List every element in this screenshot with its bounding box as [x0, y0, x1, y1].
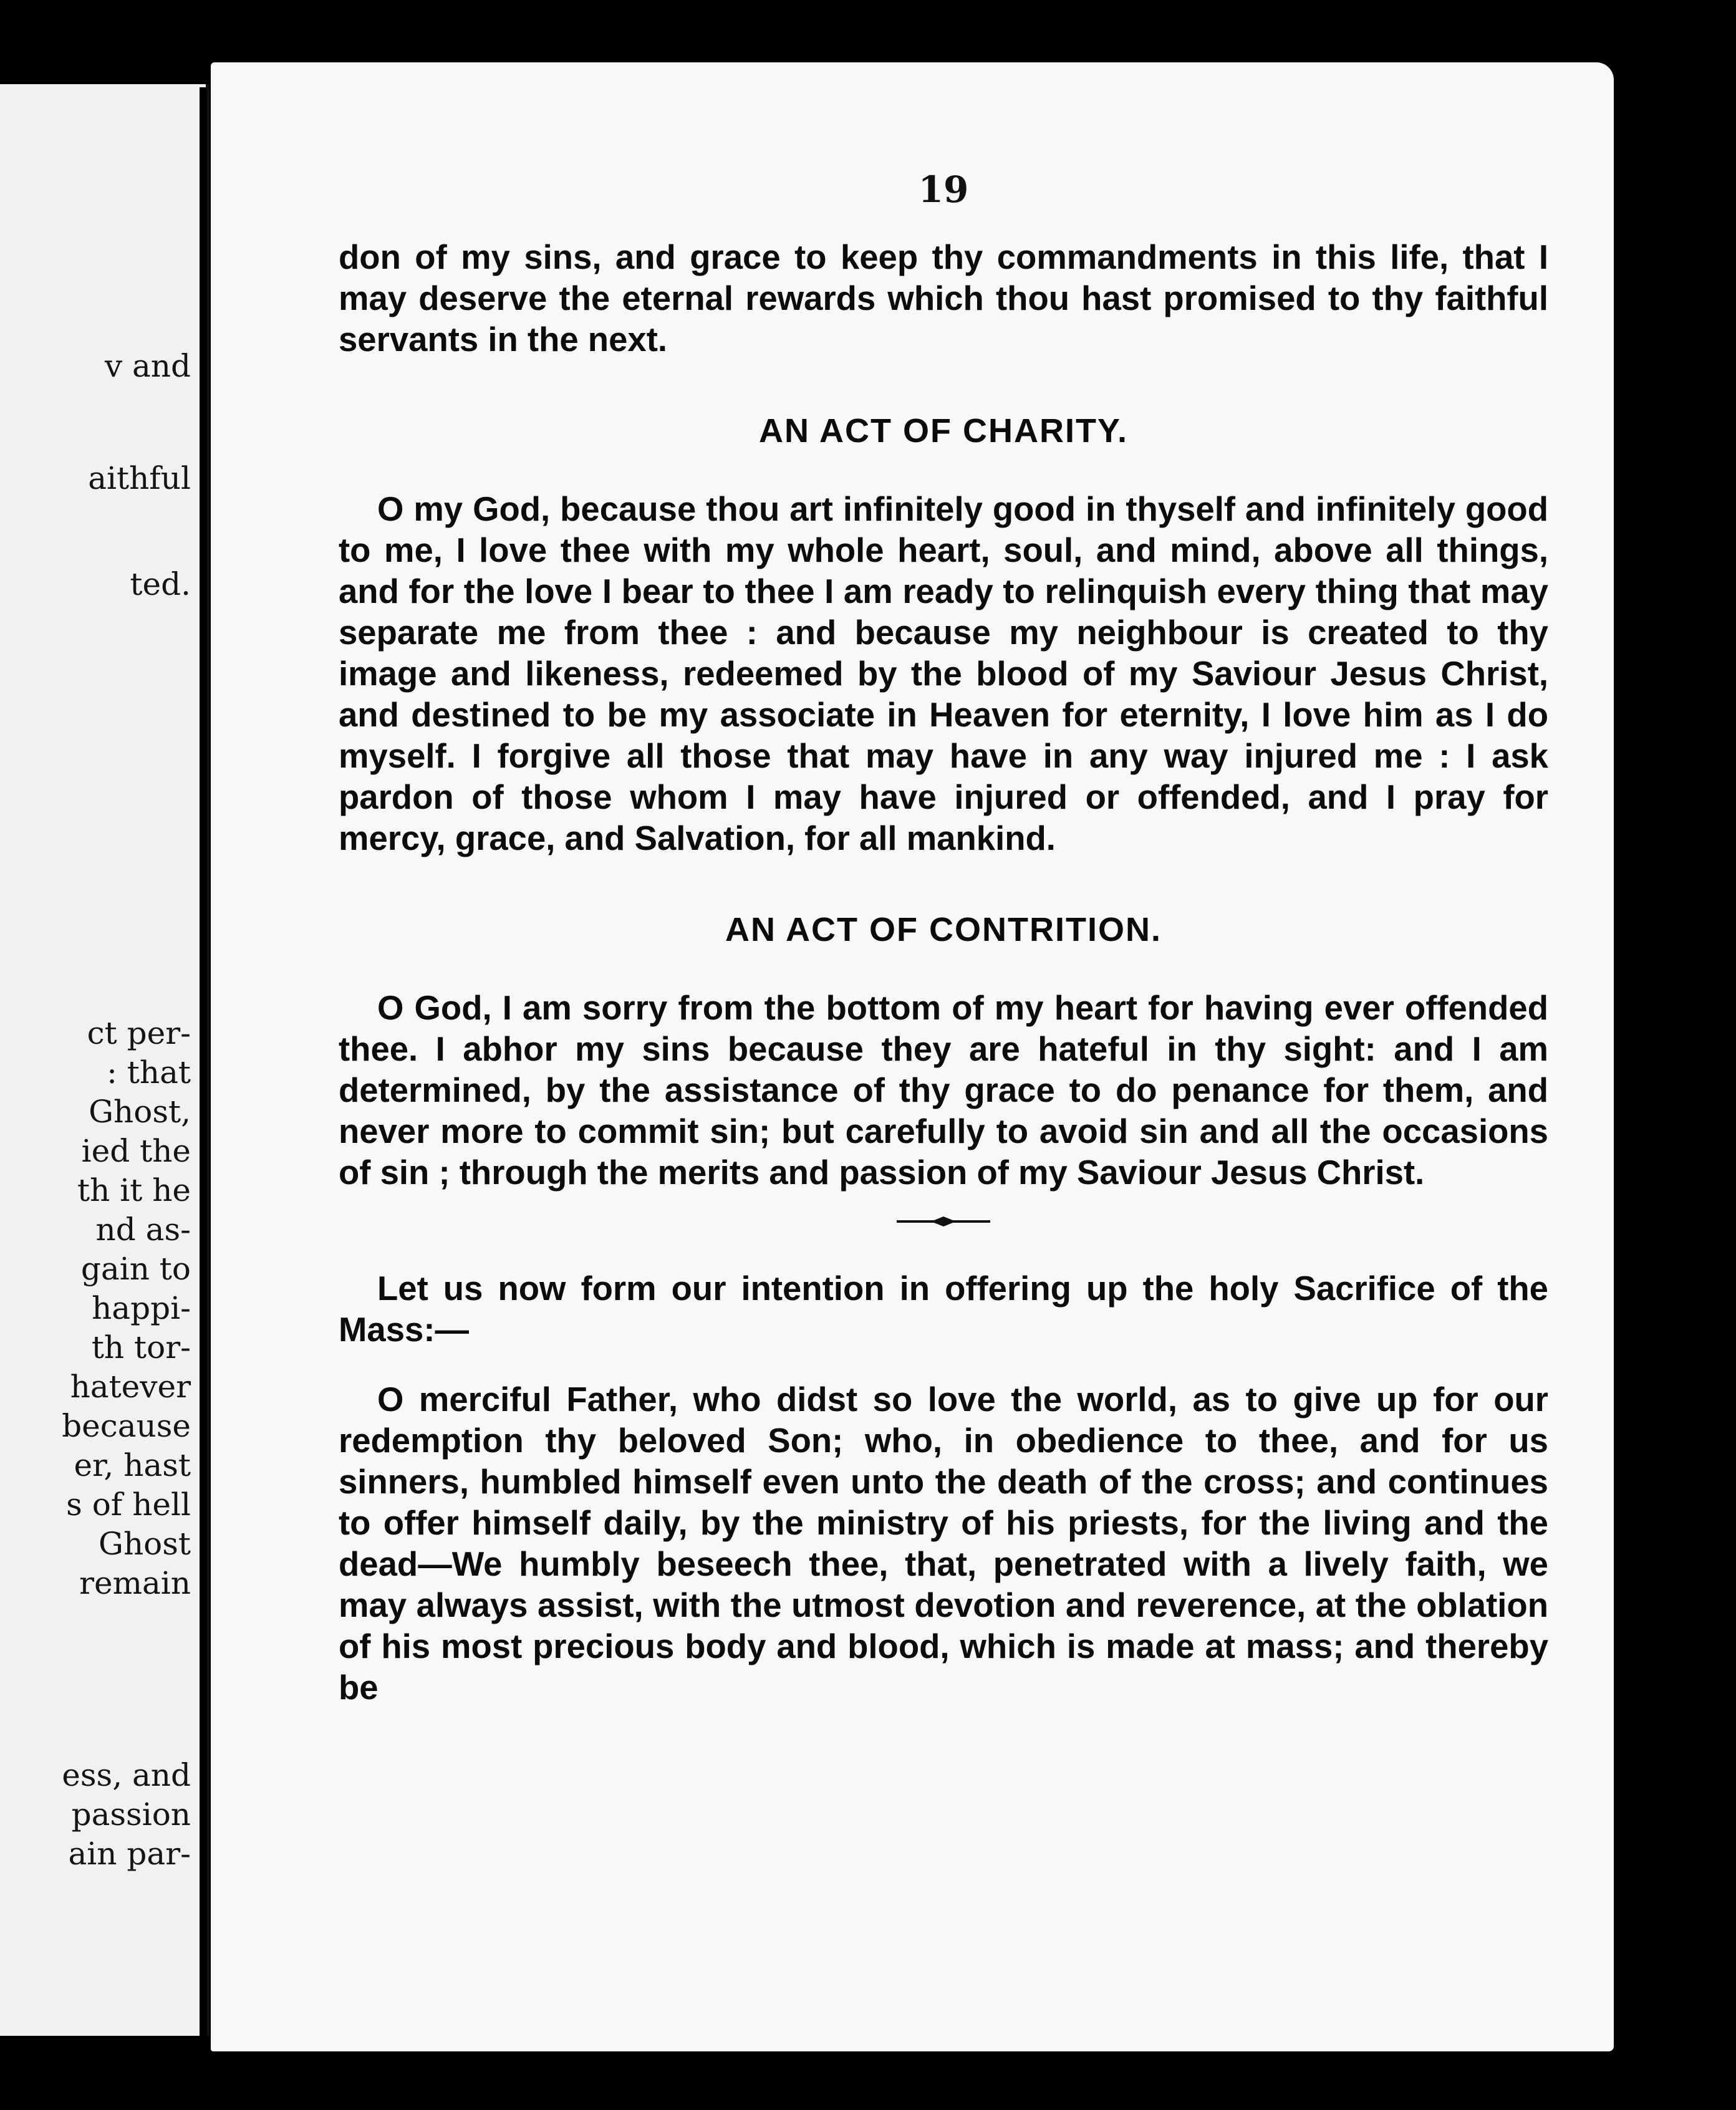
left-text-fragment: th tor-	[91, 1329, 191, 1366]
left-text-fragment: s of hell	[66, 1486, 191, 1523]
page-content	[339, 168, 1548, 1708]
charity-paragraph: O my God, because thou art infinitely good in thyself and infinitely good to me, I love thee with my whole heart, soul, and mind, above all things, and for the love I bear to thee I am ready to relinquish every thing that may separate me from thee : and because my neighbour is created to thy image and likeness, redeemed by the blood of my Saviour Jesus Christ, and destined to be my associate in Heaven for eternity, I love him as I do myself. I forgive all those that may have in any way injured me : I ask pardon of those whom I may have injured or offended, and I pray for mercy, grace, and Salvation, for all mankind.	[339, 490, 1548, 857]
left-text-fragment: Ghost	[99, 1526, 191, 1562]
left-text-fragment: hatever	[70, 1369, 191, 1405]
left-text-fragment: because	[62, 1408, 191, 1444]
left-text-fragment: gain to	[80, 1251, 191, 1287]
left-text-fragment: ain par-	[68, 1836, 191, 1872]
left-text-fragment: aithful	[88, 460, 191, 496]
prayer-paragraph: O merciful Father, who didst so love the world, as to give up for our redemption thy beloved Son; who, in obedience to thee, and for us sinners, humbled himself even unto the death of the cross; and continues to offer himself daily, by the ministry of his priests, for the living and the dead—We humbly beseech thee, that, penetrated with a lively faith, we may always assist, with the utmost devotion and reverence, at the oblation of his most precious body and blood, which is made at mass; and thereby be	[339, 1380, 1548, 1707]
contrition-paragraph: O God, I am sorry from the bottom of my heart for having ever offended thee. I abhor my sins because they are hateful in thy sight: and I am determined, by the assistance of thy grace to do penance for them, and never more to commit sin; but carefully to avoid sin and all the occasions of sin ; through the merits and passion of my Saviour Jesus Christ.	[339, 989, 1548, 1192]
page-number: 19	[918, 168, 969, 211]
left-text-fragment: : that	[107, 1054, 191, 1091]
left-text-fragment: Ghost,	[89, 1094, 191, 1130]
left-text-fragment: v and	[104, 348, 191, 384]
ornament-divider	[897, 1216, 990, 1227]
left-page-fragment	[0, 84, 210, 2036]
left-text-fragment: th it he	[77, 1172, 191, 1208]
left-text-fragment: ted.	[130, 566, 191, 602]
book-spine	[200, 87, 207, 2039]
left-text-fragment: nd as-	[95, 1212, 191, 1248]
right-page	[211, 62, 1614, 2051]
left-text-fragment: er, hast	[74, 1447, 191, 1483]
intention-paragraph: Let us now form our intention in offering up the holy Sacrifice of the Mass:—	[339, 1269, 1548, 1349]
contrition-heading: AN ACT OF CONTRITION.	[725, 911, 1162, 948]
left-text-fragment: passion	[71, 1796, 191, 1833]
left-text-fragment: ess, and	[62, 1757, 191, 1793]
charity-heading: AN ACT OF CHARITY.	[759, 412, 1128, 450]
left-text-fragment: ied the	[81, 1133, 191, 1169]
left-text-fragment: ct per-	[87, 1015, 191, 1051]
left-text-fragment: happi-	[92, 1290, 191, 1326]
left-text-fragment: remain	[79, 1565, 191, 1601]
intro-paragraph: don of my sins, and grace to keep thy commandments in this life, that I may deserve the eternal rewards which thou hast promised to thy faithful servants in the next.	[339, 238, 1548, 359]
